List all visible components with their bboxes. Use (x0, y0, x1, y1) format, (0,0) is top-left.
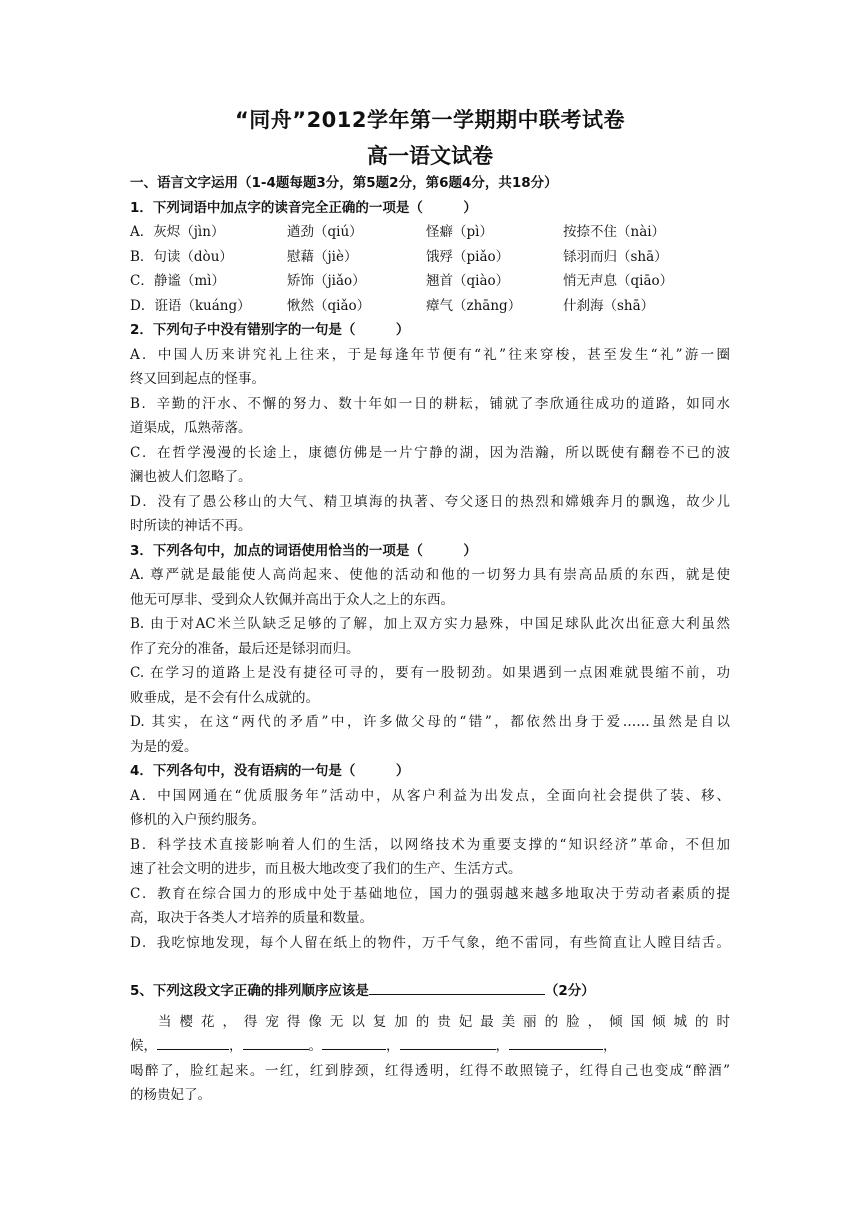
option-cell: 瘴气（zhāng） (426, 297, 522, 314)
text-line: D．没有了愚公移山的大气、精卫填海的执著、夸父逐日的热烈和嫦娥奔月的飘逸，故少儿 (130, 493, 730, 510)
text-line: 修机的入户预约服务。 (130, 812, 265, 828)
text-line: 终又回到起点的怪事。 (130, 371, 265, 387)
exam-subtitle: 高一语文试卷 (367, 144, 493, 168)
text-line: C．在哲学漫漫的长途上，康德仿佛是一片宁静的湖，因为浩瀚，所以既使有翻卷不已的波 (130, 444, 730, 461)
option-cell: 饿殍（piǎo） (426, 248, 510, 265)
fill-blank[interactable] (509, 1035, 603, 1050)
text-line: 时所读的神话不再。 (130, 518, 252, 534)
punct: 。 (308, 1038, 322, 1054)
passage-line: 喝醉了，脸红起来。一红，红到脖颈，红得透明，红得不敢照镜子，红得自己也变成“醉酒” (130, 1062, 730, 1079)
text-line: 高，取决于各类人才培养的质量和数量。 (130, 910, 373, 926)
punct: ， (495, 1038, 509, 1054)
question-4-stem: 4．下列各句中，没有语病的一句是（ ） (130, 763, 410, 779)
passage-line: 的杨贵妃了。 (130, 1087, 211, 1103)
question-1-option-a (130, 220, 730, 245)
question-5-prompt: 5、下列这段文字正确的排列顺序应该是 (130, 983, 369, 999)
fill-blank[interactable] (157, 1035, 229, 1050)
option-cell: 悄无声息（qiāo） (563, 273, 674, 289)
fill-blank[interactable] (400, 1035, 496, 1050)
text-line: A．中国人历来讲究礼上往来，于是每逢年节便有“礼”往来穿梭，甚至发生“礼”游一圈 (130, 346, 730, 363)
text-line: B. 由于对AC米兰队缺乏足够的了解，加上双方实力悬殊，中国足球队此次出征意大利虽然 (130, 616, 730, 632)
option-cell: 什刹海（shā） (563, 297, 655, 314)
question-1-stem: 1．下列词语中加点字的读音完全正确的一项是（ ） (130, 199, 477, 216)
question-1-option-c (130, 269, 730, 294)
option-cell: 矫饰（jiǎo） (287, 273, 366, 289)
passage-fragment: 候， (130, 1038, 157, 1054)
punct: ， (603, 1038, 617, 1054)
option-cell: D．诳语（kuáng） (130, 297, 251, 314)
option-cell: 铩羽而归（shā） (563, 248, 668, 265)
question-2-stem: 2．下列句子中没有错别字的一句是（ ） (130, 322, 410, 338)
option-cell: 慰藉（jiè） (287, 248, 358, 265)
exam-content (130, 171, 730, 1108)
text-line: 作了充分的准备，最后还是铩羽而归。 (130, 640, 360, 657)
section-heading: 一、语言文字运用（1-4题每题3分，第5题2分，第6题4分，共18分） (130, 175, 558, 191)
text-line: 为是的爱。 (130, 738, 198, 755)
text-line: B．科学技术直接影响着人们的生活，以网络技术为重要支撑的“知识经济”革命，不但加 (130, 836, 730, 853)
question-3-stem: 3．下列各句中，加点的词语使用恰当的一项是（ ） (130, 542, 477, 559)
passage-blanks-line (130, 1034, 730, 1059)
text-line: 澜也被人们忽略了。 (130, 469, 252, 485)
question-5-score: （2分） (544, 983, 595, 999)
question-1-option-d (130, 294, 730, 319)
punct: ， (229, 1038, 243, 1054)
option-cell: C．静谧（mì） (130, 273, 225, 289)
text-line: D．我吃惊地发现，每个人留在纸上的物件，万千气象，绝不雷同，有些简直让人瞠目结舌。 (130, 934, 730, 951)
option-cell: B．句读（dòu） (130, 248, 233, 265)
option-cell: A．灰烬（jìn） (130, 224, 225, 240)
option-cell: 遒劲（qiú） (287, 224, 363, 240)
question-1-option-b (130, 245, 730, 270)
text-line: C. 在学习的道路上是没有捷径可寻的，要有一股韧劲。如果遇到一点困难就畏缩不前，功 (130, 665, 730, 681)
text-line: C．教育在综合国力的形成中处于基础地位，国力的强弱越来越多地取决于劳动者素质的提 (130, 885, 730, 902)
option-cell: 翘首（qiào） (426, 273, 510, 289)
fill-blank[interactable] (243, 1035, 309, 1050)
question-5-stem (130, 979, 730, 1004)
text-line: A. 尊严就是最能使人高尚起来、使他的活动和他的一切努力具有崇高品质的东西，就是使 (130, 567, 730, 583)
punct: ， (386, 1038, 400, 1054)
passage-line: 当樱花，得宠得像无以复加的贵妃最美丽的脸，倾国倾城的时 (158, 1013, 730, 1030)
text-line: A．中国网通在“优质服务年”活动中，从客户利益为出发点，全面向社会提供了装、移、 (130, 787, 730, 804)
option-cell: 按捺不住（nài） (563, 224, 666, 240)
option-cell: 愀然（qiǎo） (287, 297, 371, 314)
text-line: 速了社会文明的进步，而且极大地改变了我们的生产、生活方式。 (130, 861, 522, 877)
text-line: 败垂成，是不会有什么成就的。 (130, 689, 319, 706)
fill-blank[interactable] (322, 1035, 386, 1050)
text-line: 他无可厚非、受到众人钦佩并高出于众人之上的东西。 (130, 591, 454, 608)
option-cell: 怪癖（pì） (426, 224, 493, 240)
text-line: D. 其实，在这“两代的矛盾”中，许多做父母的“错”，都依然出身于爱……虽然是自以 (130, 714, 730, 730)
text-line: B．辛勤的汗水、不懈的努力、数十年如一日的耕耘，铺就了李欣通往成功的道路，如同水 (130, 395, 730, 412)
text-line: 道渠成，瓜熟蒂落。 (130, 420, 252, 436)
answer-blank[interactable] (369, 980, 545, 995)
exam-title: “同舟”2012学年第一学期期中联考试卷 (234, 108, 626, 132)
